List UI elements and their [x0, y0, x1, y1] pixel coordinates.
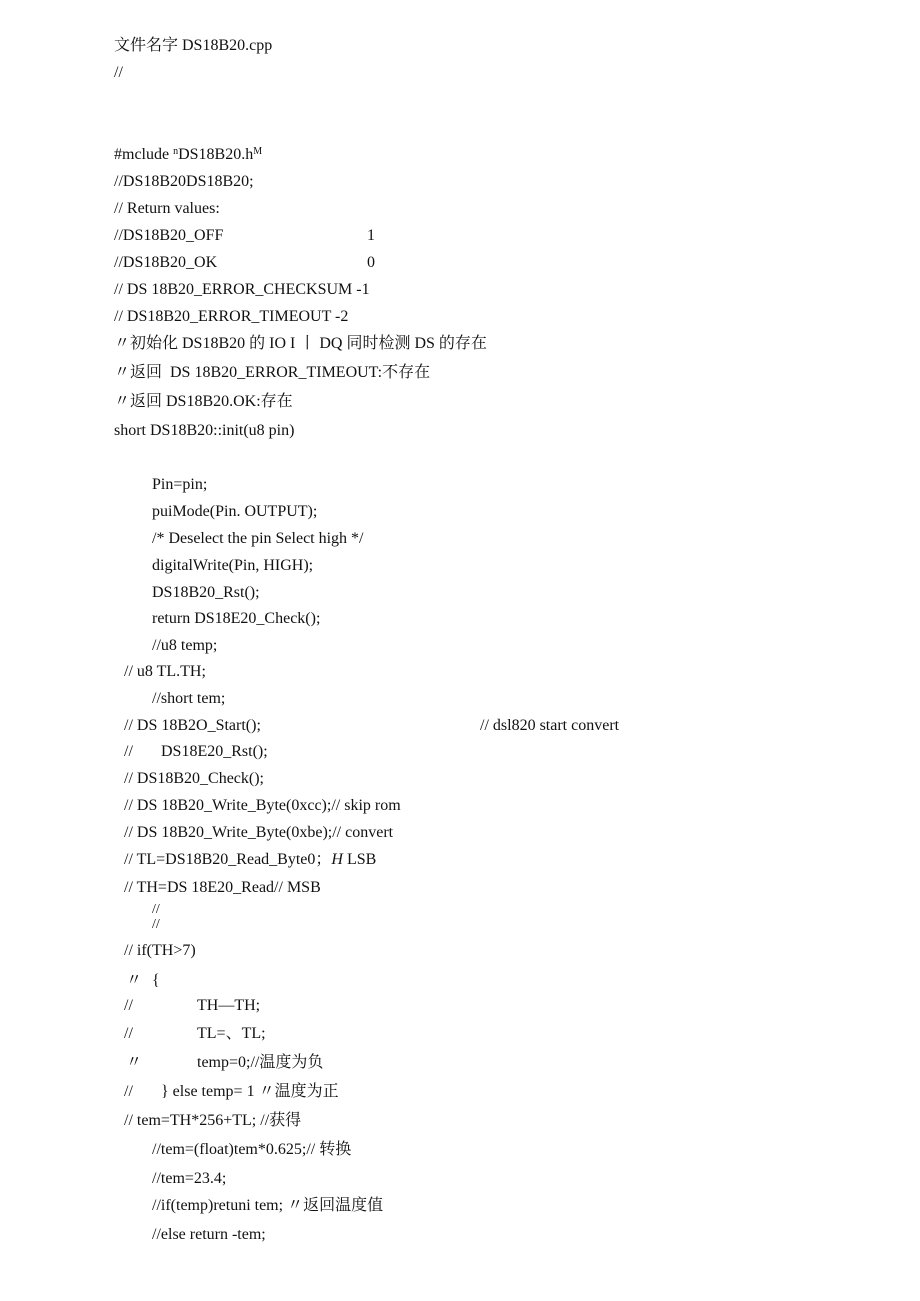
- text: {: [152, 972, 160, 989]
- text: LSB: [342, 851, 377, 868]
- code-line: [126, 1054, 142, 1072]
- code-line: [124, 717, 261, 735]
- code-line: [161, 743, 268, 761]
- text: TH—TH;: [197, 997, 261, 1014]
- text: //: [124, 743, 133, 760]
- text: short DS18B20::init(u8 pin): [114, 422, 295, 439]
- code-line: [114, 64, 123, 82]
- text: // DS 18B2O_Start();: [124, 717, 261, 734]
- code-line: [114, 281, 370, 299]
- code-line: [114, 308, 348, 326]
- code-line: [124, 1112, 301, 1130]
- text: //: [152, 917, 160, 932]
- code-line: [152, 584, 260, 602]
- text: //: [124, 1083, 133, 1100]
- text: //tem=(float)tem*0.625;// 转换: [152, 1141, 352, 1158]
- include-line: [114, 146, 262, 164]
- code-line: [152, 557, 313, 575]
- code-line: [124, 1025, 133, 1043]
- code-line: [124, 743, 133, 761]
- text: //: [114, 64, 123, 81]
- code-line: [124, 851, 376, 869]
- text: //if(temp)retuni tem; 〃返回温度值: [152, 1197, 384, 1214]
- text: // if(TH>7): [124, 942, 196, 959]
- comment-line: [114, 393, 293, 411]
- text: // DS 18B20_Write_Byte(0xcc);// skip rom: [124, 797, 401, 814]
- text: // u8 TL.TH;: [124, 663, 206, 680]
- text: TL=、TL;: [197, 1025, 266, 1042]
- text: //DS18B20_OFF: [114, 227, 224, 244]
- text: return DS18E20_Check();: [152, 610, 321, 627]
- code-line: [152, 503, 317, 521]
- text: // DS18B20_ERROR_TIMEOUT -2: [114, 308, 349, 325]
- text: //DS18B20DS18B20;: [114, 173, 254, 190]
- text: //u8 temp;: [152, 637, 218, 654]
- code-line: [152, 1170, 226, 1188]
- text: DS18E20_Rst();: [161, 743, 268, 760]
- code-line: [197, 997, 260, 1015]
- text: Pin=pin;: [152, 476, 208, 493]
- quote-mark: M: [253, 146, 263, 157]
- text: 〃返回 DS18B20.OK:存在: [114, 393, 293, 410]
- code-line: [126, 972, 142, 990]
- text: 0: [367, 254, 375, 271]
- code-line: [152, 530, 364, 548]
- code-line: [197, 1054, 323, 1072]
- code-line: [114, 200, 220, 218]
- text: 〃: [126, 1054, 143, 1071]
- code-line: [152, 916, 160, 934]
- code-line: [152, 1226, 266, 1244]
- text: // TH=DS 18E20_Read// MSB: [124, 879, 321, 896]
- text: //tem=23.4;: [152, 1170, 227, 1187]
- code-value: [367, 254, 375, 272]
- text: // TL=DS18B20_Read_Byte0；: [124, 851, 332, 868]
- code-line: [152, 1197, 383, 1215]
- code-line: [124, 797, 401, 815]
- code-line: [152, 690, 225, 708]
- comment-line: [114, 364, 430, 382]
- code-value: [367, 227, 375, 245]
- text: // Return values:: [114, 200, 220, 217]
- code-line: [114, 254, 217, 272]
- function-signature: [114, 422, 294, 440]
- code-line: [124, 942, 196, 960]
- code-line: [161, 1083, 339, 1101]
- text: 〃初始化 DS18B20 的 IO I 丨 DQ 同时检测 DS 的存在: [114, 335, 487, 352]
- text: //: [124, 1025, 133, 1042]
- code-line: [197, 1025, 266, 1043]
- text: H: [331, 851, 343, 868]
- code-line: [114, 227, 223, 245]
- code-line: [124, 879, 321, 897]
- text: // DS18B20_Check();: [124, 770, 264, 787]
- text: 〃: [126, 972, 143, 989]
- code-line: [152, 637, 217, 655]
- code-line: [152, 1141, 351, 1159]
- code-line: [124, 997, 133, 1015]
- code-comment: [480, 717, 619, 735]
- quote-mark: n: [173, 146, 179, 157]
- text: // tem=TH*256+TL; //获得: [124, 1112, 302, 1129]
- text: digitalWrite(Pin, HIGH);: [152, 557, 314, 574]
- text: //short tem;: [152, 690, 226, 707]
- code-line: [124, 1083, 133, 1101]
- code-line: [152, 972, 160, 990]
- text: //else return -tem;: [152, 1226, 266, 1243]
- code-line: [124, 663, 206, 681]
- text: } else temp= 1 〃温度为正: [161, 1083, 339, 1100]
- code-line: [114, 173, 254, 191]
- text: /* Deselect the pin Select high */: [152, 530, 364, 547]
- code-line: [124, 770, 264, 788]
- text: //: [124, 997, 133, 1014]
- text: 〃返回 DS 18B20_ERROR_TIMEOUT:不存在: [114, 364, 431, 381]
- text: //DS18B20_OK: [114, 254, 218, 271]
- text: 文件名字 DS18B20.cpp: [114, 37, 273, 54]
- text: //: [152, 902, 160, 917]
- text: // dsl820 start convert: [480, 717, 620, 734]
- text: DS18B20.h: [178, 146, 254, 163]
- file-name-line: [114, 37, 272, 55]
- code-line: [152, 476, 207, 494]
- text: // DS 18B20_Write_Byte(0xbe);// convert: [124, 824, 394, 841]
- text: #mclude: [114, 146, 174, 163]
- text: // DS 18B20_ERROR_CHECKSUM -1: [114, 281, 370, 298]
- code-line: [124, 824, 393, 842]
- code-line: [152, 610, 320, 628]
- text: 1: [367, 227, 375, 244]
- text: puiMode(Pin. OUTPUT);: [152, 503, 318, 520]
- text: DS18B20_Rst();: [152, 584, 260, 601]
- comment-line: [114, 335, 487, 353]
- text: temp=0;//温度为负: [197, 1054, 324, 1071]
